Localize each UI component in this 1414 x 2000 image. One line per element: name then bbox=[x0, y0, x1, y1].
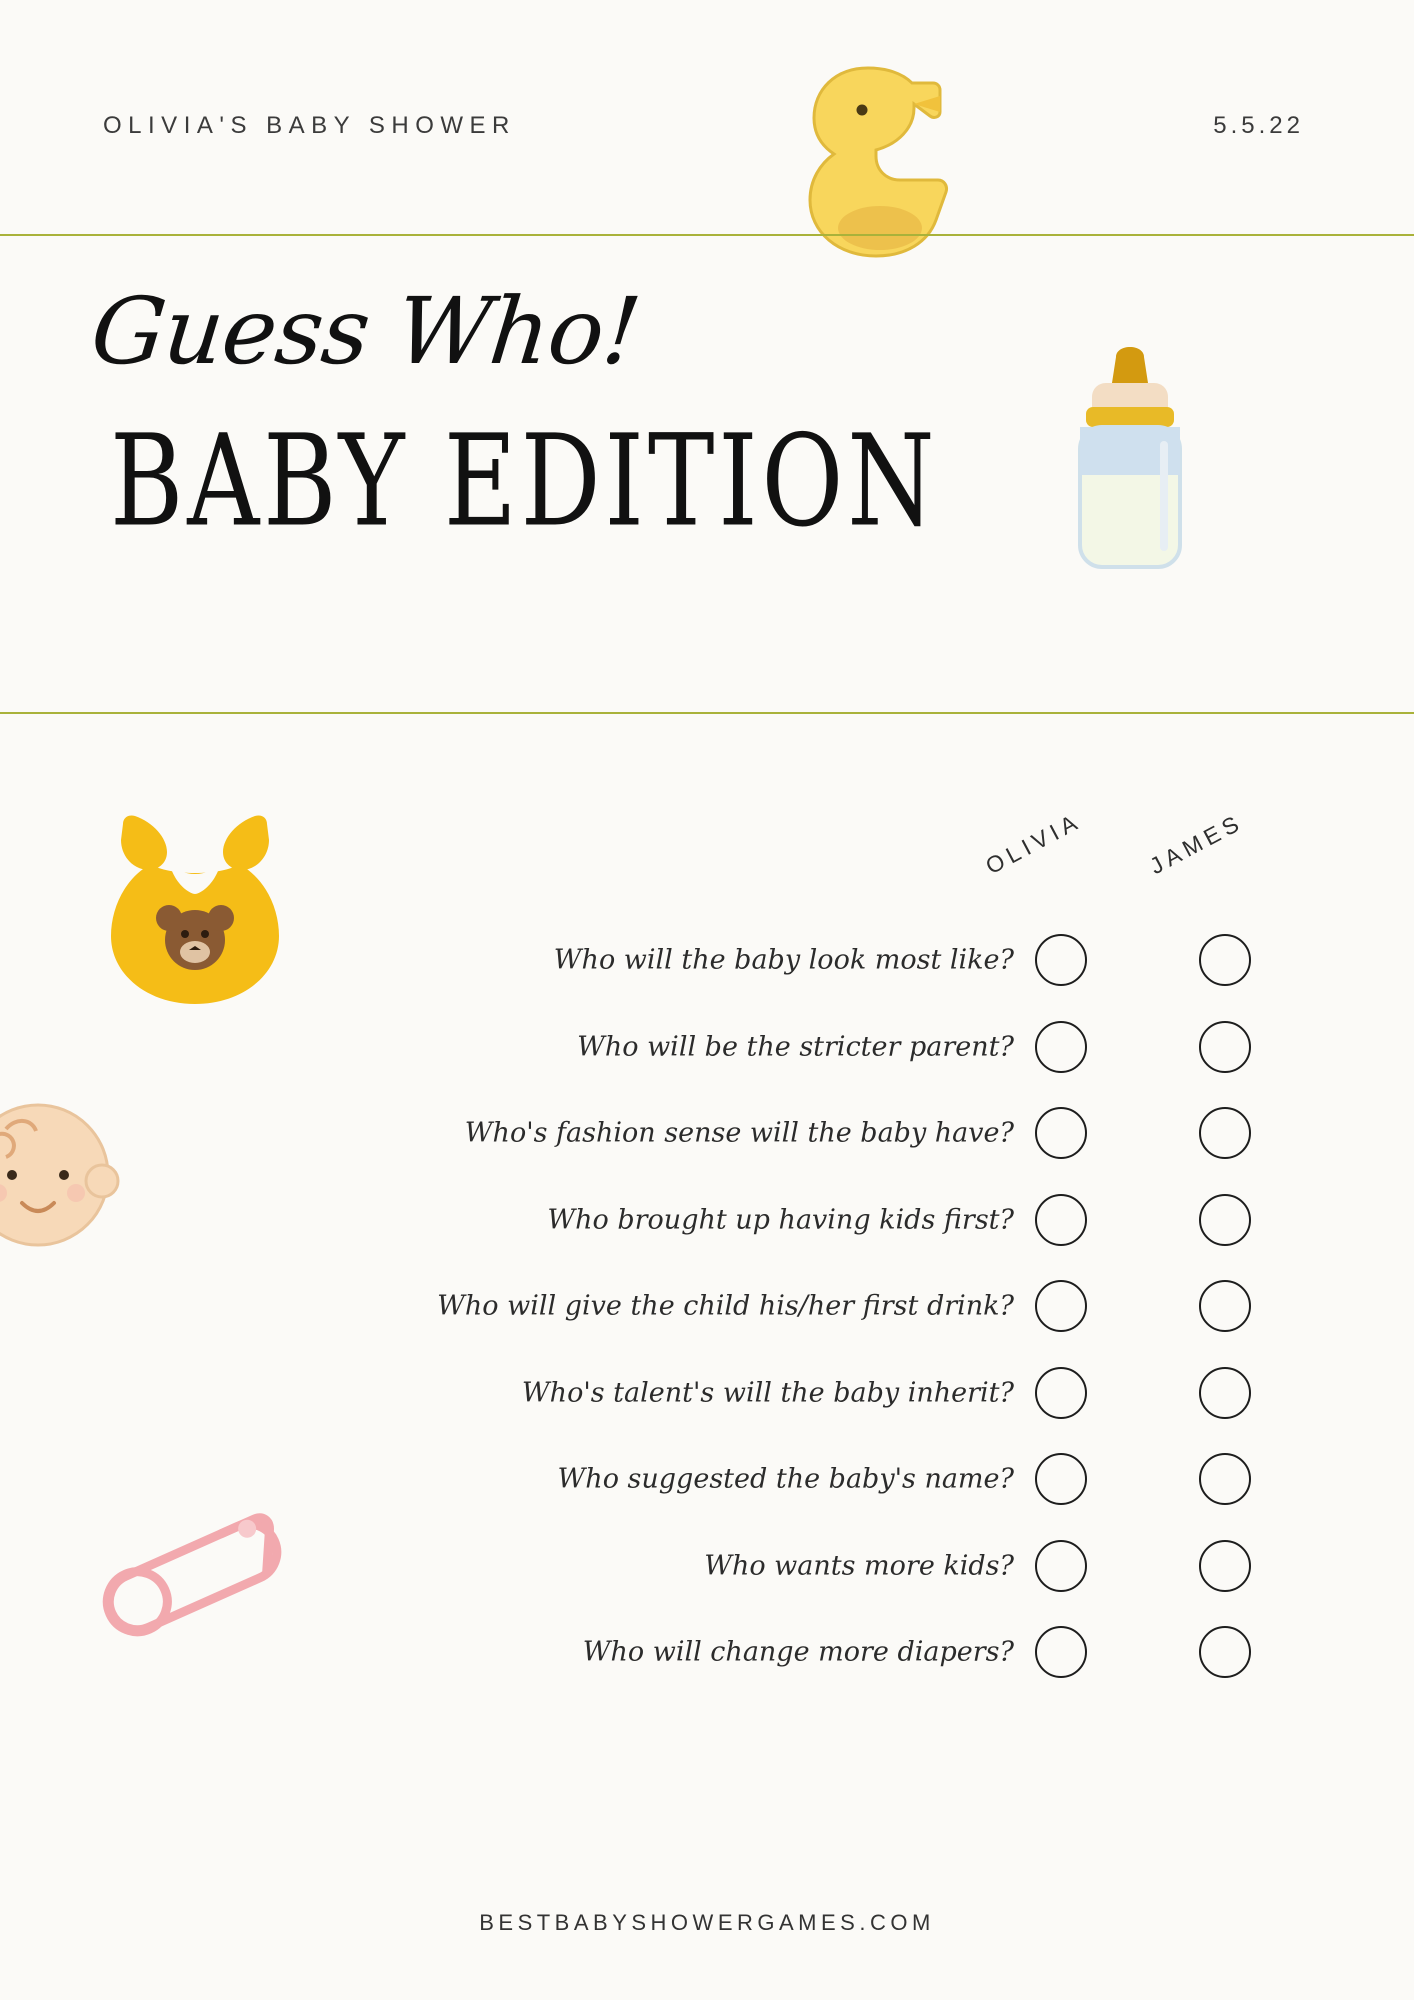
question-list bbox=[0, 917, 1414, 1696]
footer-website: BESTBABYSHOWERGAMES.COM bbox=[479, 1910, 935, 1935]
answer-bubble-olivia[interactable] bbox=[1035, 1540, 1087, 1592]
answer-bubble-james[interactable] bbox=[1199, 1280, 1251, 1332]
answer-bubble-james[interactable] bbox=[1199, 934, 1251, 986]
question-text: Who will the baby look most like? bbox=[553, 944, 1014, 976]
question-row bbox=[0, 1436, 1414, 1523]
answer-bubble-olivia[interactable] bbox=[1035, 934, 1087, 986]
question-row bbox=[0, 1609, 1414, 1696]
page-header bbox=[0, 0, 1414, 236]
title-divider bbox=[0, 712, 1414, 714]
answer-bubble-olivia[interactable] bbox=[1035, 1107, 1087, 1159]
answer-bubble-olivia[interactable] bbox=[1035, 1626, 1087, 1678]
answer-bubble-james[interactable] bbox=[1199, 1367, 1251, 1419]
title-script: Guess Who! bbox=[86, 278, 645, 385]
question-row bbox=[0, 1004, 1414, 1091]
title-main: BABY EDITION bbox=[110, 406, 939, 555]
column-header-olivia: OLIVIA bbox=[981, 807, 1086, 880]
question-text: Who suggested the baby's name? bbox=[557, 1463, 1014, 1495]
question-text: Who will be the stricter parent? bbox=[577, 1031, 1014, 1063]
answer-bubble-olivia[interactable] bbox=[1035, 1280, 1087, 1332]
answer-bubble-olivia[interactable] bbox=[1035, 1021, 1087, 1073]
column-header-james: JAMES bbox=[1145, 808, 1248, 880]
answer-bubble-james[interactable] bbox=[1199, 1453, 1251, 1505]
answer-bubble-james[interactable] bbox=[1199, 1194, 1251, 1246]
question-text: Who's talent's will the baby inherit? bbox=[521, 1377, 1014, 1409]
answer-bubble-james[interactable] bbox=[1199, 1107, 1251, 1159]
questions-section bbox=[0, 745, 1414, 2000]
answer-bubble-olivia[interactable] bbox=[1035, 1367, 1087, 1419]
question-row bbox=[0, 1263, 1414, 1350]
answer-bubble-olivia[interactable] bbox=[1035, 1453, 1087, 1505]
answer-bubble-james[interactable] bbox=[1199, 1626, 1251, 1678]
question-text: Who's fashion sense will the baby have? bbox=[464, 1117, 1014, 1149]
question-row bbox=[0, 1090, 1414, 1177]
answer-bubble-james[interactable] bbox=[1199, 1540, 1251, 1592]
answer-bubble-olivia[interactable] bbox=[1035, 1194, 1087, 1246]
question-text: Who will give the child his/her first drink? bbox=[437, 1290, 1014, 1322]
shower-title: OLIVIA'S BABY SHOWER bbox=[103, 112, 516, 139]
question-text: Who brought up having kids first? bbox=[547, 1204, 1014, 1236]
answer-bubble-james[interactable] bbox=[1199, 1021, 1251, 1073]
question-row bbox=[0, 1523, 1414, 1610]
baby-bottle-icon bbox=[1050, 345, 1210, 595]
question-row bbox=[0, 917, 1414, 1004]
question-text: Who will change more diapers? bbox=[582, 1636, 1014, 1668]
shower-date: 5.5.22 bbox=[1213, 112, 1304, 139]
question-row bbox=[0, 1177, 1414, 1264]
question-text: Who wants more kids? bbox=[704, 1550, 1014, 1582]
column-headers bbox=[980, 805, 1340, 885]
question-row bbox=[0, 1350, 1414, 1437]
